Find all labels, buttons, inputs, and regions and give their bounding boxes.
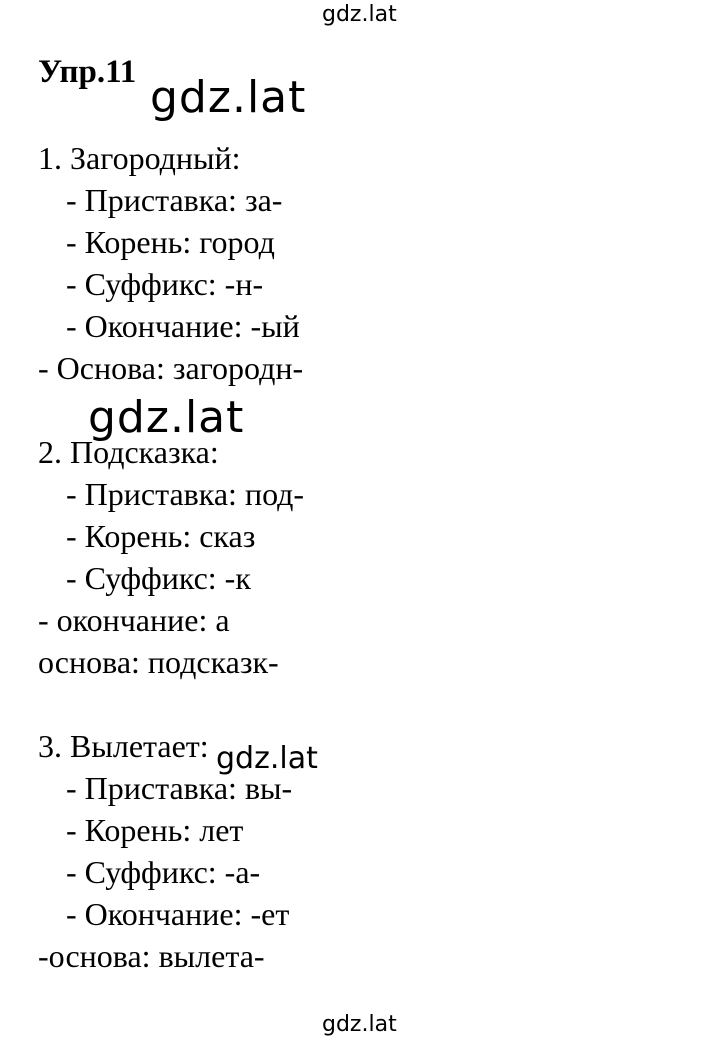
item-2-prefix: - Приставка: под- <box>66 476 305 512</box>
item-3-prefix: - Приставка: вы- <box>66 770 293 806</box>
item-1-base: - Основа: загородн- <box>38 350 304 386</box>
item-2-ending: - окончание: а <box>38 602 230 638</box>
item-1-prefix: - Приставка: за- <box>66 182 283 218</box>
item-3-ending: - Окончание: -ет <box>66 896 290 932</box>
watermark-top: gdz.lat <box>322 2 397 27</box>
item-3-base: -основа: вылета- <box>38 938 265 974</box>
exercise-title: Упр.11 <box>38 54 137 90</box>
item-3-root: - Корень: лет <box>66 812 244 848</box>
watermark-bottom: gdz.lat <box>322 1012 397 1037</box>
item-2-base: основа: подсказк- <box>38 644 279 680</box>
item-3-heading: 3. Вылетает: <box>38 728 209 764</box>
item-1-root: - Корень: город <box>66 224 275 260</box>
watermark-middle: gdz.lat <box>88 392 245 443</box>
item-1-heading: 1. Загородный: <box>38 140 241 176</box>
item-2-suffix: - Суффикс: -к <box>66 560 251 596</box>
item-3-suffix: - Суффикс: -а- <box>66 854 261 890</box>
item-2-root: - Корень: сказ <box>66 518 256 554</box>
item-1-suffix: - Суффикс: -н- <box>66 266 264 302</box>
item-2-heading: 2. Подсказка: <box>38 434 219 470</box>
watermark-title: gdz.lat <box>150 72 307 123</box>
watermark-lower: gdz.lat <box>216 741 318 776</box>
item-1-ending: - Окончание: -ый <box>66 308 300 344</box>
